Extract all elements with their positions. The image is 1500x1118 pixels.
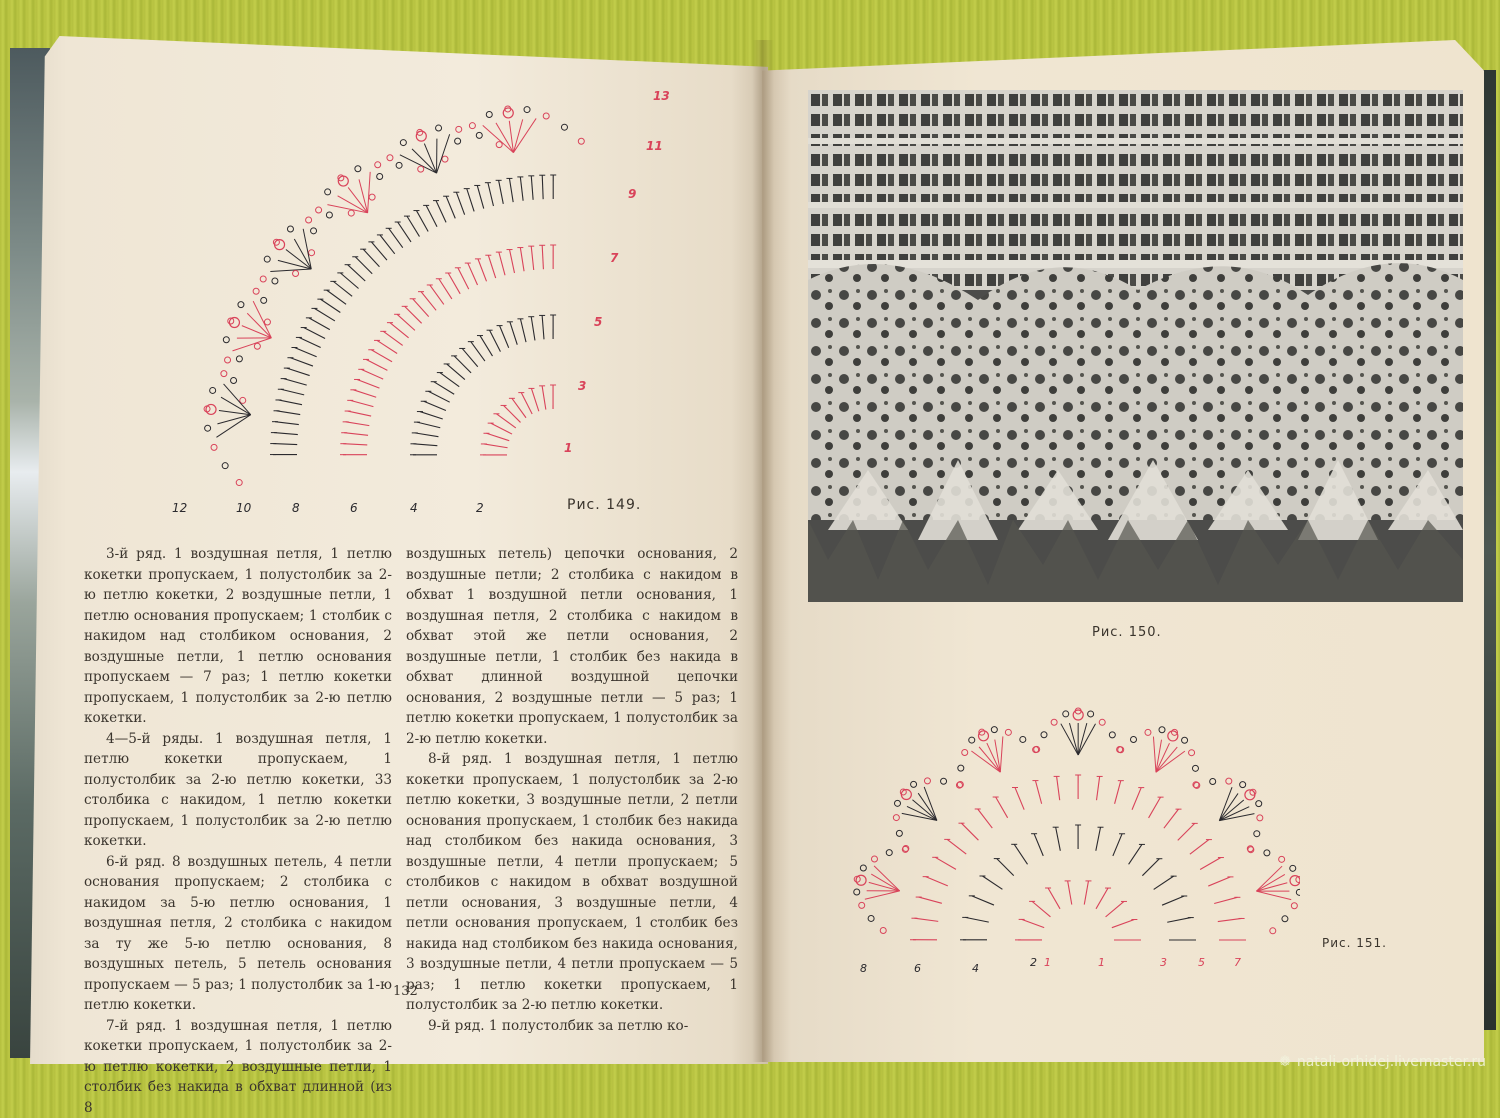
row-number-6: 6 bbox=[350, 501, 358, 515]
row-number-3: 3 bbox=[578, 379, 586, 393]
row-number-13: 13 bbox=[653, 89, 670, 103]
page-number: 132 bbox=[393, 984, 418, 999]
paragraph-row-8: 8-й ряд. 1 воздушная петля, 1 петлю кокетки пропускаем, 1 полустолбик за 2-ю петлю кокетки, 3 воздушные петли, 2 петли основания пропускаем, 1 столбик без накида над столбиком без накида основания, 3 воздушные петли, 4 петли пропускаем; 5 столбиков с накидом в обхват воздушной петли основания, 3 воздушные петли, 4 петли основания пропускаем, 1 столбик без накида над столбиком без накида основания, 3 воздушные петли, 4 петли пропускаем — 5 раз; 1 петлю кокетки пропускаем, 1 полустолбик за 2-ю петлю кокетки. bbox=[406, 749, 738, 1016]
row-number-2: 2 bbox=[1030, 956, 1037, 969]
watermark-text: natali-orhidej.livemaster.ru bbox=[1297, 1054, 1486, 1070]
crochet-diagram-151 bbox=[830, 660, 1300, 980]
lace-photo-image bbox=[808, 90, 1463, 602]
paragraph-row-7-continued: воздушных петель) цепочки основания, 2 воздушные петли; 2 столбика с накидом в обхват 1 воздушной петли основания, 1 воздушная петля, 2 столбика с накидом в обхват этой же петли основания, 2 воздушные петли, 1 столбик без накида в обхват длинной воздушной цепочки основания, 2 воздушные петли — 5 раз; 1 петлю кокетки пропускаем, 1 полустолбик за 2-ю петлю кокетки. bbox=[406, 544, 738, 749]
crochet-diagram-149 bbox=[158, 60, 678, 520]
row-number-12: 12 bbox=[172, 501, 187, 515]
row-number-4: 4 bbox=[972, 962, 979, 975]
photo-caption-150: Рис. 150. bbox=[1092, 625, 1162, 640]
row-number-1: 1 bbox=[564, 441, 572, 455]
row-number-8: 8 bbox=[292, 501, 300, 515]
text-column-2 bbox=[406, 544, 738, 1036]
row-number-8: 8 bbox=[860, 962, 867, 975]
figure-caption-151: Рис. 151. bbox=[1322, 936, 1387, 950]
row-number-5: 5 bbox=[1198, 956, 1205, 969]
book-gutter bbox=[752, 40, 774, 1062]
row-number-6: 6 bbox=[914, 962, 921, 975]
row-number-1-right: 1 bbox=[1098, 956, 1105, 969]
row-number-3: 3 bbox=[1160, 956, 1167, 969]
row-number-11: 11 bbox=[646, 139, 663, 153]
figure-caption-149: Рис. 149. bbox=[567, 497, 641, 513]
row-number-1-left: 1 bbox=[1044, 956, 1051, 969]
text-column-1 bbox=[84, 544, 392, 1118]
paragraph-row-9: 9-й ряд. 1 полустолбик за петлю ко- bbox=[406, 1016, 738, 1037]
row-number-9: 9 bbox=[628, 187, 636, 201]
row-number-7: 7 bbox=[1234, 956, 1241, 969]
paragraph-row-3: 3-й ряд. 1 воздушная петля, 1 петлю кокетки пропускаем, 1 полустолбик за 2-ю петлю кокетки, 2 воздушные петли, 1 петлю основания пропускаем; 1 столбик с накидом над столбиком основания, 2 воздушные петли, 1 петлю основания пропускаем — 7 раз; 1 петлю кокетки пропускаем, 1 полустолбик за 2-ю петлю кокетки. bbox=[84, 544, 392, 729]
lace-photo-150 bbox=[808, 90, 1463, 602]
watermark bbox=[1279, 1054, 1486, 1070]
flower-icon: ❁ bbox=[1279, 1054, 1291, 1070]
paragraph-rows-4-5: 4—5-й ряды. 1 воздушная петля, 1 петлю кокетки пропускаем, 1 полустолбик за 2-ю петлю кокетки, 33 столбика с накидом, 1 петлю кокетки пропускаем, 1 полустолбик за 2-ю петлю кокетки. bbox=[84, 729, 392, 852]
row-number-7: 7 bbox=[610, 251, 619, 265]
row-number-4: 4 bbox=[410, 501, 418, 515]
paragraph-row-7: 7-й ряд. 1 воздушная петля, 1 петлю кокетки пропускаем, 1 полустолбик за 2-ю петлю кокетки, 2 воздушные петли, 1 столбик без накида в обхват длинной (из 8 bbox=[84, 1016, 392, 1118]
row-number-2: 2 bbox=[476, 501, 484, 515]
paragraph-row-6: 6-й ряд. 8 воздушных петель, 4 петли основания пропускаем; 2 столбика с накидом за 5-ю петлю основания, 1 воздушная петля, 2 столбика с накидом за ту же 5-ю петлю основания, 8 воздушных петель, 5 петель основания пропускаем — 5 раз; 1 полустолбик за 1-ю петлю кокетки. bbox=[84, 852, 392, 1016]
row-number-10: 10 bbox=[236, 501, 252, 515]
row-number-5: 5 bbox=[594, 315, 602, 329]
